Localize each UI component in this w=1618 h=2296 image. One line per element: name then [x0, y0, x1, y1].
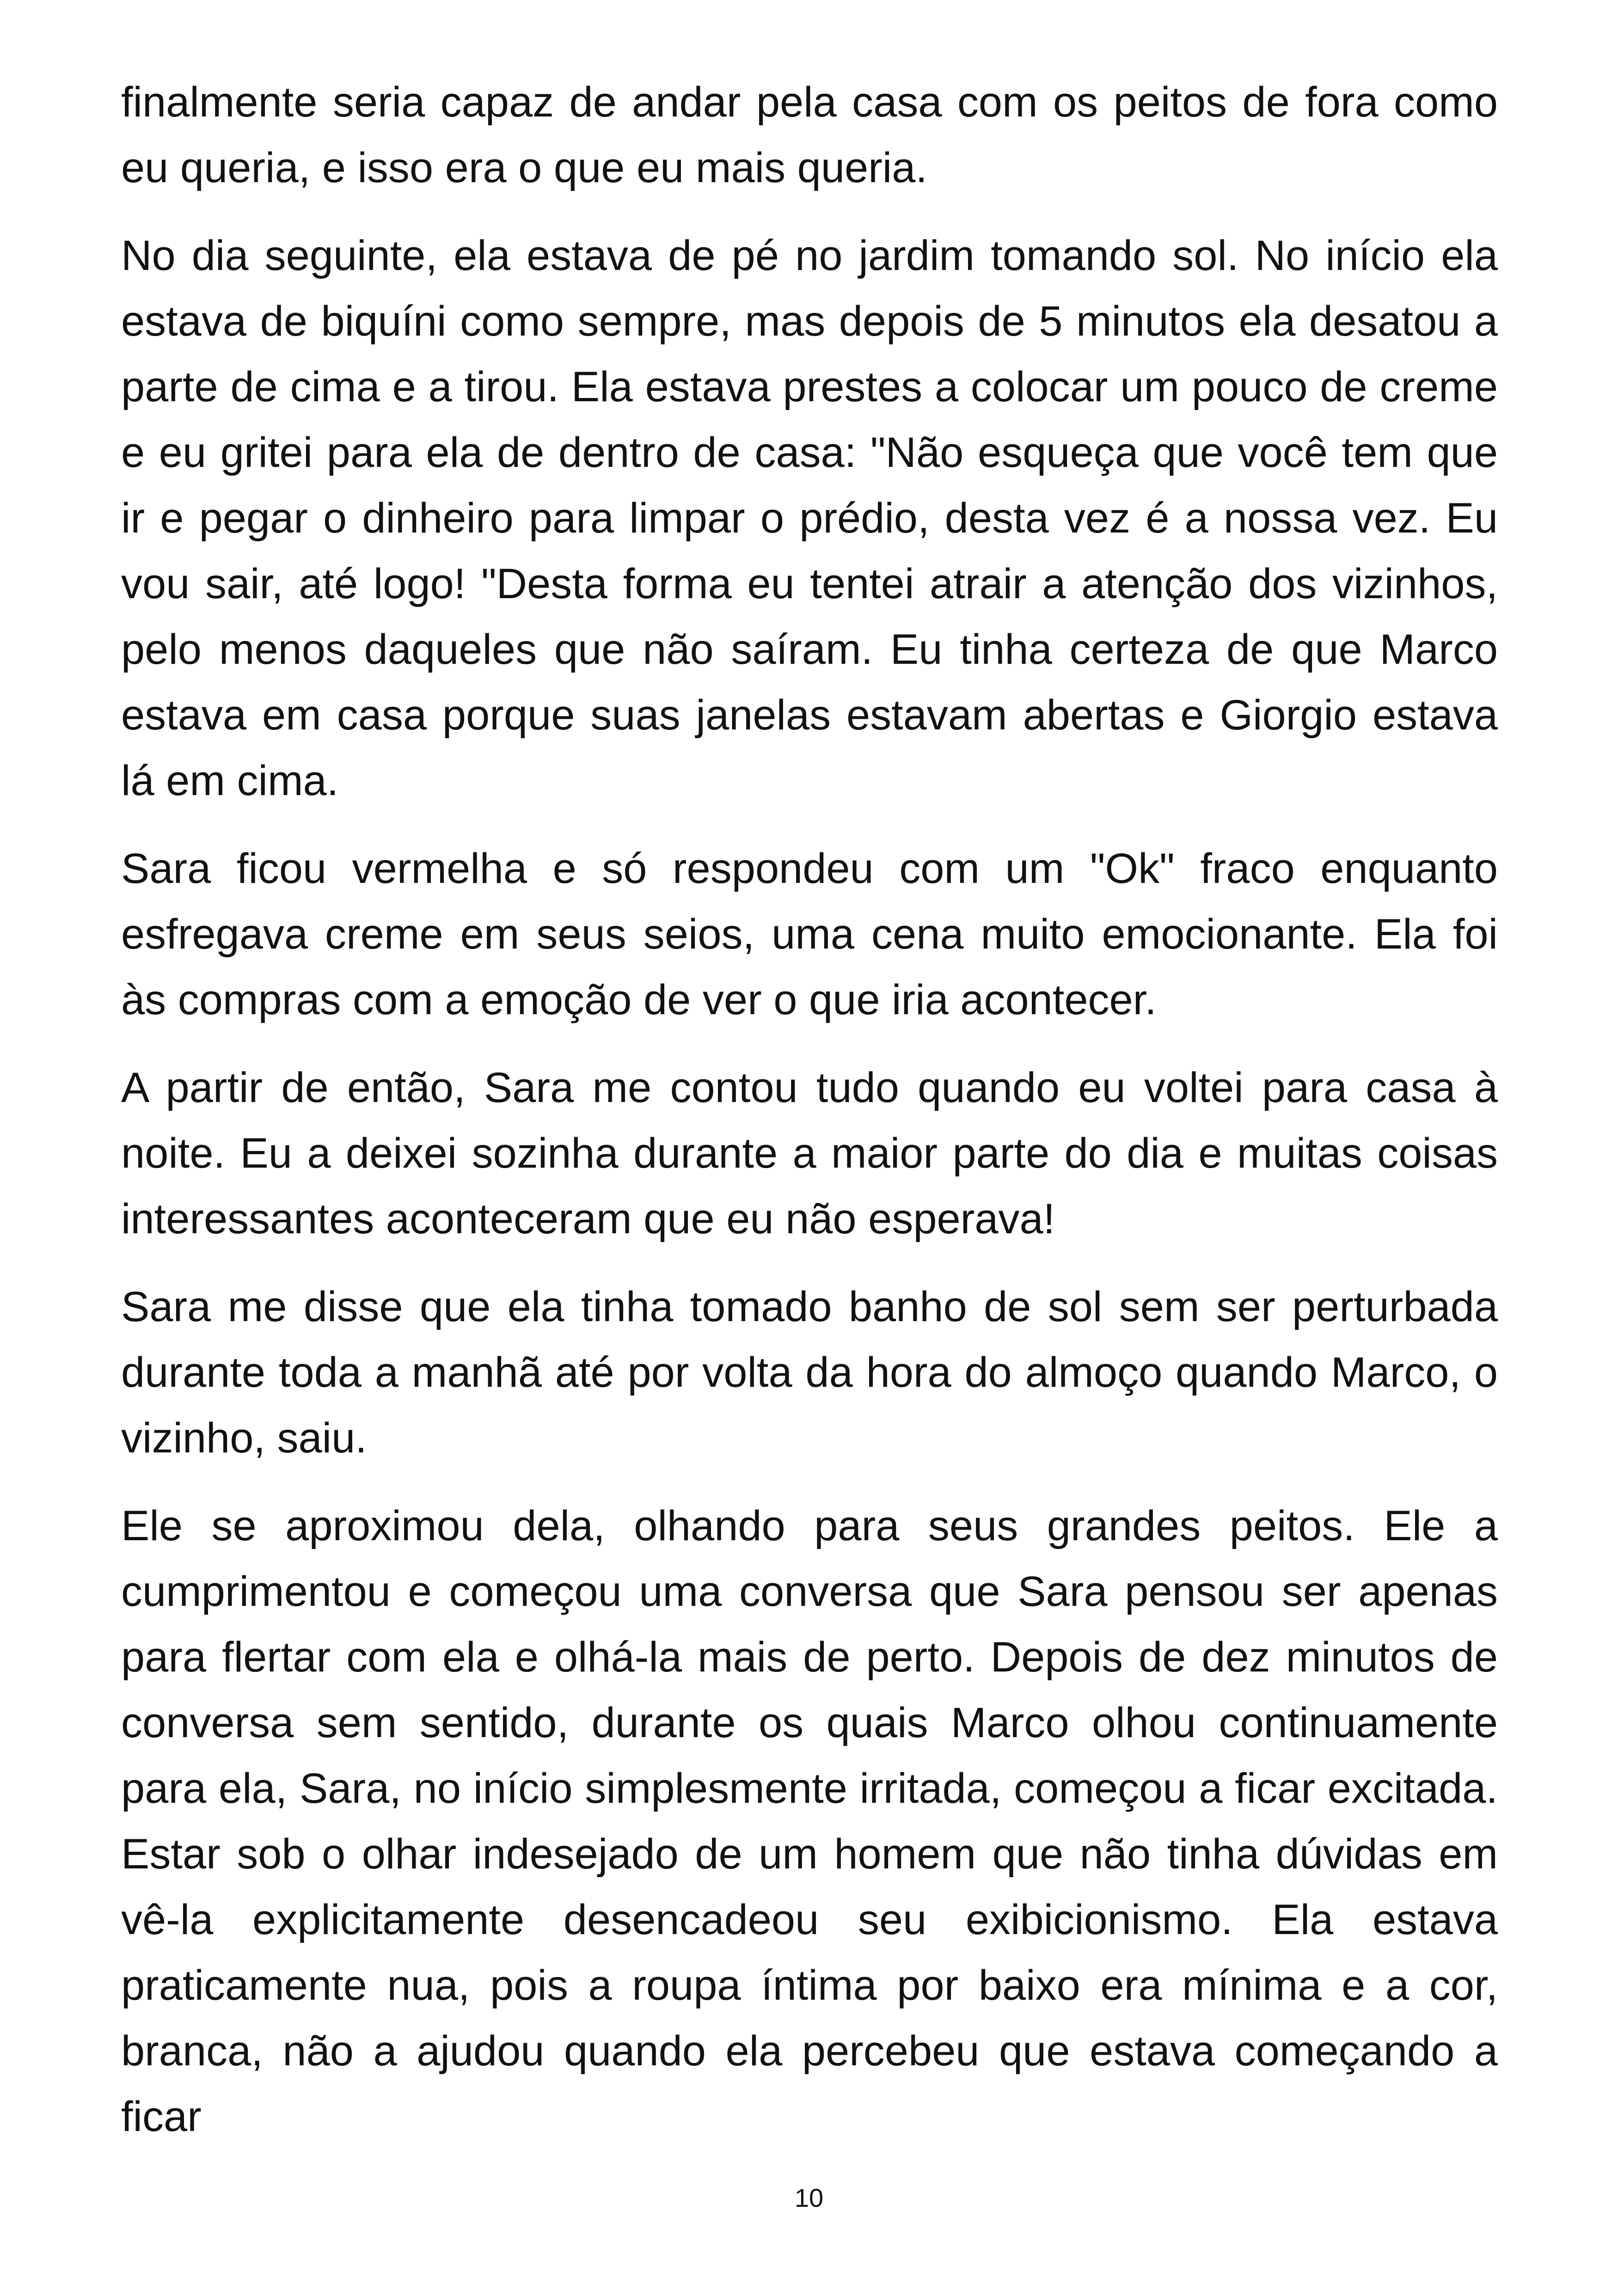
- paragraph-2: No dia seguinte, ela estava de pé no jardim tomando sol. No início ela estava de biquíni como sempre, mas depois de 5 minutos ela desatou a parte de cima e a tirou. Ela estava prestes a colocar um pouco de creme e eu gritei para ela de dentro de casa: "Não esqueça que você tem que ir e pegar o dinheiro para limpar o prédio, desta vez é a nossa vez. Eu vou sair, até logo! "Desta forma eu tentei atrair a atenção dos vizinhos, pelo menos daqueles que não saíram. Eu tinha certeza de que Marco estava em casa porque suas janelas estavam abertas e Giorgio estava lá em cima.: [121, 232, 1498, 804]
- page-number: 10: [794, 2183, 824, 2212]
- paragraph-3: Sara ficou vermelha e só respondeu com um "Ok" fraco enquanto esfregava creme em seus seios, uma cena muito emocionante. Ela foi às compras com a emoção de ver o que iria acontecer.: [121, 845, 1498, 1023]
- paragraph-4: A partir de então, Sara me contou tudo quando eu voltei para casa à noite. Eu a deixei sozinha durante a maior parte do dia e muitas coisas interessantes aconteceram que eu não esperava!: [121, 1064, 1498, 1243]
- paragraph-6: Ele se aproximou dela, olhando para seus grandes peitos. Ele a cumprimentou e começou uma conversa que Sara pensou ser apenas para flertar com ela e olhá-la mais de perto. Depois de dez minutos de conversa sem sentido, durante os quais Marco olhou continuamente para ela, Sara, no início simplesmente irritada, começou a ficar excitada. Estar sob o olhar indesejado de um homem que não tinha dúvidas em vê-la explicitamente desencadeou seu exibicionismo. Ela estava praticamente nua, pois a roupa íntima por baixo era mínima e a cor, branca, não a ajudou quando ela percebeu que estava começando a ficar: [121, 1502, 1498, 2140]
- paragraph-1: finalmente seria capaz de andar pela casa com os peitos de fora como eu queria, e isso era o que eu mais queria.: [121, 79, 1498, 191]
- body-text: [121, 69, 1498, 2149]
- paragraph-5: Sara me disse que ela tinha tomado banho de sol sem ser perturbada durante toda a manhã até por volta da hora do almoço quando Marco, o vizinho, saiu.: [121, 1283, 1498, 1462]
